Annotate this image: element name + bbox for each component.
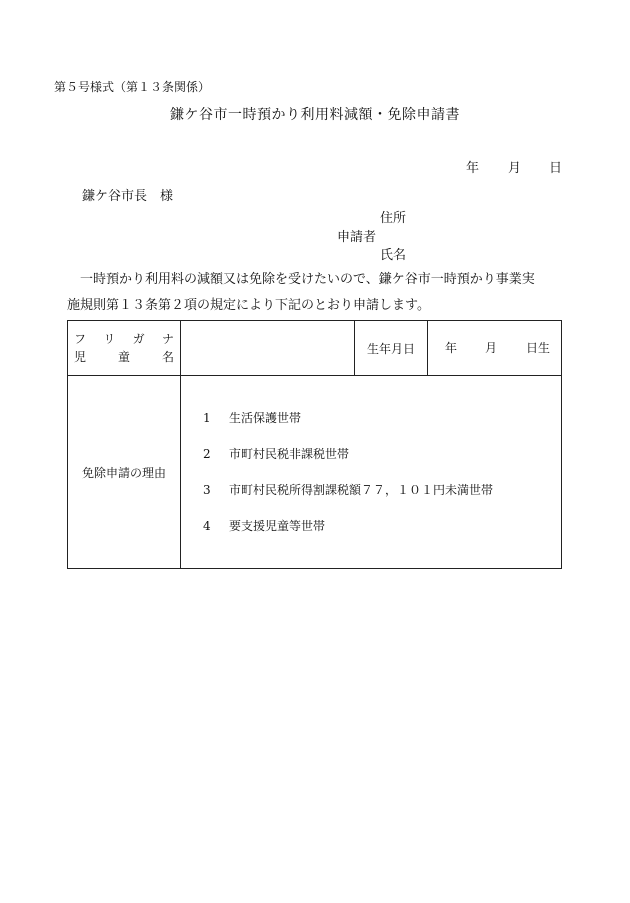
reason-text: 市町村民税非課税世帯 [229, 447, 350, 461]
birth-year-label: 年 [445, 341, 458, 355]
child-name-char: 児 [74, 350, 87, 364]
child-name-char: 名 [161, 350, 174, 364]
reason-number: 2 [203, 447, 211, 461]
body-line-1: 一時預かり利用料の減額又は免除を受けたいので、鎌ケ谷市一時預かり事業実 [80, 272, 535, 287]
birthdate-field[interactable] [428, 321, 562, 376]
name-label: 氏名 [380, 248, 407, 263]
reason-row [68, 376, 562, 569]
child-name-label [74, 348, 174, 366]
applicant-label: 申請者 [337, 230, 377, 245]
document-title: 鎌ケ谷市一時預かり利用料減額・免除申請書 [170, 107, 460, 123]
body-line-2: 施規則第１３条第２項の規定により下記のとおり申請します。 [67, 298, 430, 313]
reason-label: 免除申請の理由 [68, 376, 181, 569]
reason-text: 要支援児童等世帯 [229, 519, 326, 533]
reason-text: 生活保護世帯 [229, 411, 302, 425]
date-year-label: 年 [466, 161, 480, 176]
reason-item[interactable] [203, 448, 561, 460]
reason-number: 4 [203, 519, 211, 533]
birth-day-label: 日生 [526, 341, 551, 355]
application-table [67, 320, 562, 569]
date-month-label: 月 [508, 161, 522, 176]
reason-list [181, 376, 562, 569]
furigana-char: フ [74, 332, 87, 346]
addressee: 鎌ケ谷市長 様 [82, 189, 174, 204]
reason-item[interactable] [203, 412, 561, 424]
address-label: 住所 [380, 211, 407, 226]
date-day-label: 日 [549, 161, 563, 176]
birth-month-label: 月 [485, 341, 498, 355]
reason-number: 3 [203, 483, 211, 497]
reason-text: 市町村民税所得割課税額７７，１０１円未満世帯 [229, 483, 494, 497]
furigana-label [74, 330, 174, 348]
furigana-char: ガ [132, 332, 145, 346]
reason-item[interactable] [203, 484, 561, 496]
child-row [68, 321, 562, 376]
furigana-char: リ [103, 332, 116, 346]
child-name-char: 童 [117, 350, 130, 364]
child-name-label-cell [68, 321, 181, 376]
reason-item[interactable] [203, 520, 561, 532]
form-number: 第５号様式（第１３条関係） [54, 80, 211, 94]
furigana-char: ナ [161, 332, 174, 346]
child-name-field[interactable] [181, 321, 355, 376]
reason-number: 1 [203, 411, 211, 425]
birthdate-label: 生年月日 [355, 321, 428, 376]
